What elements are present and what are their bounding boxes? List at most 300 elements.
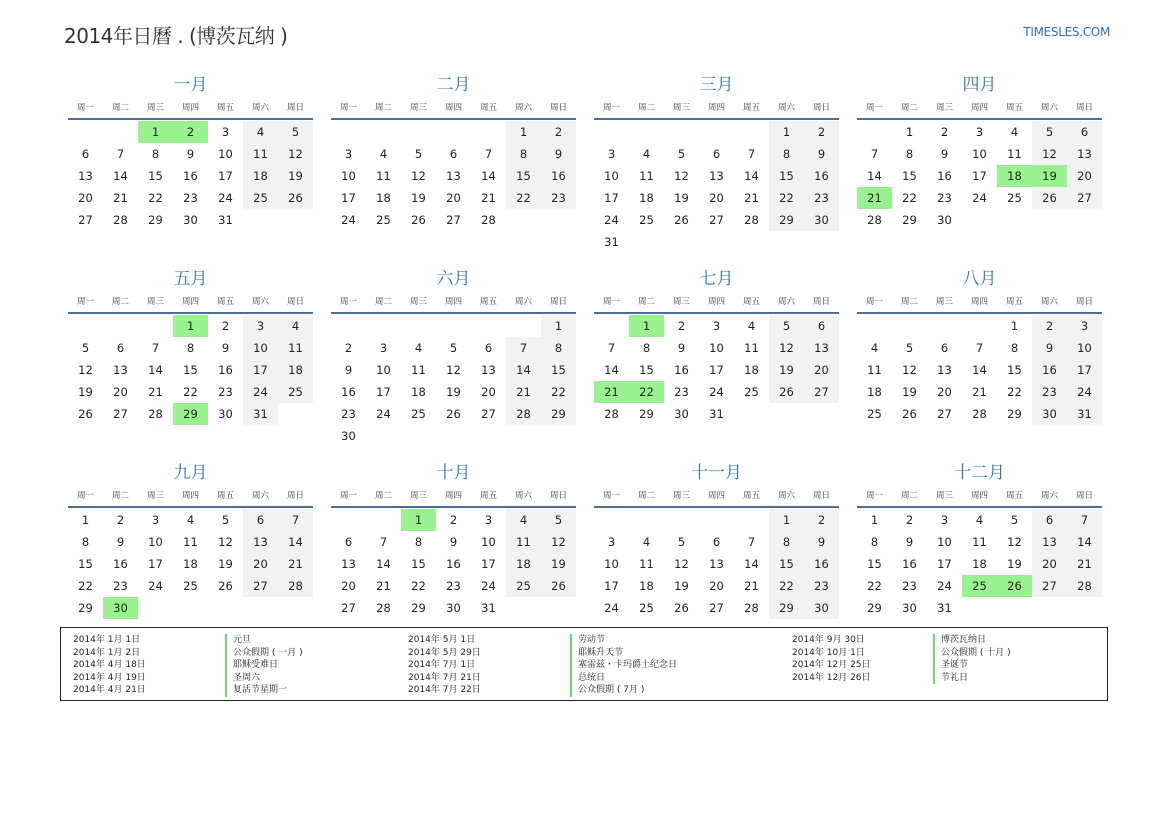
weekday-label: 周六 (1040, 103, 1058, 113)
day-cell: 13 (937, 363, 952, 377)
day-cell: 29 (639, 407, 654, 421)
day-cell: 2 (905, 513, 914, 527)
day-cell: 5 (278, 121, 313, 143)
day-cell: 17 (376, 385, 391, 399)
day-cell: 11 (243, 143, 278, 165)
day-cell: 2 (541, 121, 576, 143)
weekday-label: 周六 (1040, 491, 1058, 501)
day-cell: 15 (769, 165, 804, 187)
month-block (857, 72, 1102, 266)
day-cell: 5 (905, 341, 914, 355)
holiday-date: 2014年 1月 2日 (73, 647, 141, 658)
month-block (331, 266, 576, 460)
day-cell: 10 (972, 147, 987, 161)
day-cell: 6 (1067, 121, 1102, 143)
day-cell: 20 (446, 191, 461, 205)
day-cell: 12 (218, 535, 233, 549)
weekday-label: 周三 (146, 297, 164, 307)
month-name: 七月 (699, 269, 734, 289)
day-cell: 20 (113, 385, 128, 399)
day-cell: 5 (1032, 121, 1067, 143)
day-cell: 31 (218, 213, 233, 227)
day-cell: 9 (804, 143, 839, 165)
weekday-label: 周五 (216, 103, 234, 113)
day-grid (331, 509, 576, 619)
holiday-name: 公众假期 ( 一月 ) (225, 647, 303, 660)
day-cell: 16 (1032, 359, 1067, 381)
day-cell: 13 (1032, 531, 1067, 553)
day-cell: 28 (148, 407, 163, 421)
day-cell: 7 (484, 147, 493, 161)
weekday-label: 周六 (777, 103, 795, 113)
day-cell: 15 (506, 165, 541, 187)
day-cell: 2 (221, 319, 230, 333)
day-cell: 16 (804, 165, 839, 187)
empty-cell (664, 121, 699, 143)
holiday-day-cell: 25 (962, 575, 997, 597)
day-cell: 5 (769, 315, 804, 337)
holiday-date: 2014年 5月 1日 (408, 635, 476, 645)
day-cell: 9 (905, 535, 914, 549)
weekday-label: 周一 (339, 491, 357, 501)
empty-cell (68, 121, 103, 143)
day-cell: 17 (481, 557, 496, 571)
day-cell: 26 (1032, 187, 1067, 209)
day-cell: 15 (411, 557, 426, 571)
weekday-label: 周一 (76, 103, 94, 113)
day-cell: 19 (769, 359, 804, 381)
empty-cell (401, 121, 436, 143)
day-cell: 27 (709, 601, 724, 615)
month-name: 四月 (962, 75, 997, 95)
day-cell: 13 (446, 169, 461, 183)
day-cell: 13 (709, 557, 724, 571)
day-cell: 29 (148, 213, 163, 227)
day-cell: 13 (804, 337, 839, 359)
day-cell: 23 (446, 579, 461, 593)
empty-cell (436, 315, 471, 337)
day-cell: 26 (674, 601, 689, 615)
day-cell: 24 (376, 407, 391, 421)
day-cell: 20 (243, 553, 278, 575)
day-cell: 21 (481, 191, 496, 205)
day-cell: 15 (148, 169, 163, 183)
day-grid (857, 121, 1102, 231)
day-cell: 22 (867, 579, 882, 593)
day-cell: 12 (674, 557, 689, 571)
day-cell: 5 (541, 509, 576, 531)
weekday-label: 周五 (479, 491, 497, 501)
month-block (331, 72, 576, 266)
day-cell: 17 (148, 557, 163, 571)
weekday-label: 周二 (374, 103, 392, 113)
holiday-date: 2014年 4月 18日 (73, 660, 146, 671)
day-cell: 31 (481, 601, 496, 615)
day-cell: 11 (867, 363, 882, 377)
day-cell: 27 (78, 213, 93, 227)
weekday-label: 周二 (111, 297, 129, 307)
holiday-name: 圣诞节 (933, 659, 1011, 672)
day-cell: 18 (972, 557, 987, 571)
day-cell: 26 (446, 407, 461, 421)
holiday-name: 博茨瓦纳日 (933, 634, 1011, 647)
day-cell: 31 (604, 235, 619, 249)
day-cell: 20 (1067, 165, 1102, 187)
day-cell: 9 (1032, 337, 1067, 359)
month-name: 十二月 (954, 463, 1005, 483)
month-block (594, 460, 839, 654)
day-cell: 25 (411, 407, 426, 421)
holiday-date: 2014年 12月 25日 (792, 660, 871, 671)
day-cell: 8 (769, 143, 804, 165)
weekday-label: 周一 (339, 103, 357, 113)
holiday-day-cell: 19 (1032, 165, 1067, 187)
day-cell: 22 (541, 381, 576, 403)
day-cell: 22 (78, 579, 93, 593)
empty-cell (927, 315, 962, 337)
weekday-header (594, 98, 839, 120)
day-cell: 8 (642, 341, 651, 355)
day-cell: 3 (151, 513, 160, 527)
day-cell: 4 (870, 341, 879, 355)
day-cell: 14 (148, 363, 163, 377)
holiday-name: 劳动节 (570, 634, 677, 647)
day-cell: 18 (376, 191, 391, 205)
day-cell: 26 (674, 213, 689, 227)
day-cell: 8 (769, 531, 804, 553)
empty-cell (471, 121, 506, 143)
day-cell: 11 (972, 535, 987, 549)
day-cell: 7 (607, 341, 616, 355)
empty-cell (594, 315, 629, 337)
day-cell: 1 (541, 315, 576, 337)
day-cell: 25 (639, 601, 654, 615)
weekday-label: 周三 (146, 491, 164, 501)
day-cell: 18 (744, 363, 759, 377)
day-cell: 17 (341, 191, 356, 205)
day-cell: 7 (379, 535, 388, 549)
day-cell: 24 (709, 385, 724, 399)
day-cell: 16 (674, 363, 689, 377)
day-cell: 1 (506, 121, 541, 143)
day-cell: 29 (902, 213, 917, 227)
holiday-date-column (408, 634, 481, 697)
weekday-label: 周二 (374, 297, 392, 307)
weekday-label: 周日 (812, 103, 830, 113)
day-cell: 4 (278, 315, 313, 337)
weekday-label: 周五 (216, 297, 234, 307)
holiday-date-column (792, 634, 871, 684)
month-block (594, 72, 839, 266)
day-cell: 2 (449, 513, 458, 527)
day-cell: 11 (1007, 147, 1022, 161)
day-cell: 21 (744, 579, 759, 593)
day-cell: 27 (937, 407, 952, 421)
day-cell: 23 (674, 385, 689, 399)
day-cell: 6 (1032, 509, 1067, 531)
day-cell: 3 (975, 125, 984, 139)
holiday-day-cell: 21 (857, 187, 892, 209)
day-cell: 2 (804, 121, 839, 143)
day-cell: 12 (674, 169, 689, 183)
day-cell: 30 (937, 213, 952, 227)
day-cell: 21 (506, 381, 541, 403)
day-cell: 14 (278, 531, 313, 553)
weekday-label: 周日 (286, 491, 304, 501)
day-cell: 1 (81, 513, 90, 527)
weekday-label: 周四 (444, 103, 462, 113)
day-cell: 4 (642, 535, 651, 549)
empty-cell (366, 509, 401, 531)
day-cell: 26 (541, 575, 576, 597)
holiday-date: 2014年 7月 21日 (408, 672, 481, 683)
day-grid (857, 315, 1102, 425)
empty-cell (699, 509, 734, 531)
day-cell: 5 (221, 513, 230, 527)
weekday-label: 周四 (444, 491, 462, 501)
day-cell: 25 (243, 187, 278, 209)
day-cell: 28 (376, 601, 391, 615)
day-cell: 26 (769, 381, 804, 403)
day-cell: 12 (278, 143, 313, 165)
day-cell: 15 (902, 169, 917, 183)
day-cell: 6 (712, 147, 721, 161)
weekday-label: 周二 (637, 103, 655, 113)
empty-cell (962, 315, 997, 337)
holiday-name: 塞雷兹・卡玛爵士纪念日 (570, 659, 677, 672)
day-cell: 27 (804, 381, 839, 403)
day-grid (594, 121, 839, 253)
day-cell: 16 (902, 557, 917, 571)
day-cell: 7 (506, 337, 541, 359)
weekday-header (857, 486, 1102, 508)
empty-cell (699, 121, 734, 143)
day-cell: 10 (218, 147, 233, 161)
day-cell: 20 (341, 579, 356, 593)
day-cell: 30 (804, 209, 839, 231)
day-grid (857, 509, 1102, 619)
empty-cell (401, 315, 436, 337)
day-cell: 28 (1067, 575, 1102, 597)
day-cell: 14 (744, 557, 759, 571)
day-cell: 24 (148, 579, 163, 593)
day-cell: 14 (604, 363, 619, 377)
holiday-day-cell: 22 (629, 381, 664, 403)
day-cell: 28 (972, 407, 987, 421)
day-cell: 16 (218, 363, 233, 377)
holiday-date: 2014年 7月 1日 (408, 660, 476, 671)
weekday-label: 周四 (707, 297, 725, 307)
day-cell: 8 (541, 337, 576, 359)
holiday-day-cell: 2 (173, 121, 208, 143)
holiday-day-cell: 29 (173, 403, 208, 425)
day-cell: 7 (747, 535, 756, 549)
site-link[interactable]: TIMESLES.COM (1023, 25, 1110, 39)
day-cell: 11 (376, 169, 391, 183)
month-name: 十月 (436, 463, 471, 483)
weekday-label: 周四 (181, 297, 199, 307)
day-cell: 17 (972, 169, 987, 183)
empty-cell (366, 121, 401, 143)
weekday-label: 周三 (672, 103, 690, 113)
day-cell: 23 (937, 191, 952, 205)
holiday-day-cell: 1 (401, 509, 436, 531)
weekday-label: 周五 (1005, 103, 1023, 113)
month-name: 九月 (173, 463, 208, 483)
month-name: 三月 (699, 75, 734, 95)
day-cell: 4 (975, 513, 984, 527)
day-cell: 8 (151, 147, 160, 161)
weekday-label: 周五 (742, 491, 760, 501)
day-cell: 7 (975, 341, 984, 355)
day-cell: 15 (183, 363, 198, 377)
day-cell: 10 (937, 535, 952, 549)
day-cell: 20 (1032, 553, 1067, 575)
day-cell: 17 (1067, 359, 1102, 381)
weekday-label: 周二 (111, 103, 129, 113)
weekday-label: 周日 (286, 103, 304, 113)
day-cell: 7 (278, 509, 313, 531)
day-cell: 4 (506, 509, 541, 531)
day-cell: 13 (341, 557, 356, 571)
day-cell: 22 (183, 385, 198, 399)
day-cell: 19 (674, 191, 689, 205)
weekday-label: 周四 (970, 103, 988, 113)
month-name: 一月 (173, 75, 208, 95)
day-cell: 15 (1007, 363, 1022, 377)
weekday-label: 周一 (602, 103, 620, 113)
day-cell: 1 (1010, 319, 1019, 333)
day-cell: 3 (379, 341, 388, 355)
day-cell: 21 (744, 191, 759, 205)
day-cell: 10 (1067, 337, 1102, 359)
day-cell: 3 (607, 535, 616, 549)
weekday-label: 周五 (742, 297, 760, 307)
day-cell: 8 (1010, 341, 1019, 355)
day-cell: 13 (481, 363, 496, 377)
weekday-header (68, 486, 313, 508)
day-cell: 9 (677, 341, 686, 355)
day-cell: 1 (769, 121, 804, 143)
day-cell: 17 (243, 359, 278, 381)
holiday-date: 2014年 4月 19日 (73, 672, 146, 683)
month-name: 六月 (436, 269, 471, 289)
holiday-name: 复活节星期一 (225, 684, 303, 697)
day-cell: 29 (867, 601, 882, 615)
day-cell: 6 (81, 147, 90, 161)
day-cell: 27 (709, 213, 724, 227)
day-cell: 18 (278, 359, 313, 381)
day-cell: 30 (446, 601, 461, 615)
empty-cell (734, 509, 769, 531)
day-cell: 20 (481, 385, 496, 399)
weekday-label: 周日 (286, 297, 304, 307)
holiday-date: 2014年 5月 29日 (408, 647, 481, 658)
day-cell: 25 (744, 385, 759, 399)
day-cell: 6 (940, 341, 949, 355)
day-cell: 29 (769, 209, 804, 231)
empty-cell (331, 315, 366, 337)
day-cell: 6 (116, 341, 125, 355)
weekday-label: 周六 (251, 491, 269, 501)
holiday-name: 圣周六 (225, 672, 303, 685)
empty-cell (138, 315, 173, 337)
weekday-label: 周四 (707, 103, 725, 113)
day-cell: 28 (744, 601, 759, 615)
holiday-date: 2014年 9月 30日 (792, 635, 865, 645)
empty-cell (471, 315, 506, 337)
month-block (68, 460, 313, 654)
weekday-label: 周一 (76, 491, 94, 501)
weekday-label: 周日 (549, 491, 567, 501)
day-cell: 17 (937, 557, 952, 571)
day-cell: 29 (411, 601, 426, 615)
month-name: 二月 (436, 75, 471, 95)
empty-cell (734, 121, 769, 143)
day-cell: 19 (278, 165, 313, 187)
day-cell: 6 (804, 315, 839, 337)
day-cell: 16 (446, 557, 461, 571)
holiday-name: 公众假期 ( 7月 ) (570, 684, 677, 697)
holiday-name: 元旦 (225, 634, 303, 647)
day-cell: 13 (709, 169, 724, 183)
weekday-label: 周三 (409, 103, 427, 113)
day-cell: 28 (481, 213, 496, 227)
day-cell: 12 (541, 531, 576, 553)
day-cell: 19 (1007, 557, 1022, 571)
day-cell: 18 (867, 385, 882, 399)
day-cell: 16 (541, 165, 576, 187)
day-cell: 31 (937, 601, 952, 615)
weekday-label: 周六 (1040, 297, 1058, 307)
holiday-name-column (225, 634, 303, 697)
day-cell: 28 (867, 213, 882, 227)
day-cell: 28 (506, 403, 541, 425)
day-cell: 14 (506, 359, 541, 381)
weekday-label: 周二 (111, 491, 129, 501)
day-cell: 14 (744, 169, 759, 183)
day-cell: 2 (344, 341, 353, 355)
weekday-header (331, 292, 576, 314)
day-cell: 22 (1007, 385, 1022, 399)
day-cell: 19 (446, 385, 461, 399)
day-cell: 25 (506, 575, 541, 597)
weekday-header (594, 292, 839, 314)
day-cell: 29 (78, 601, 93, 615)
day-cell: 5 (414, 147, 423, 161)
empty-cell (103, 315, 138, 337)
weekday-label: 周四 (970, 297, 988, 307)
day-cell: 2 (940, 125, 949, 139)
day-cell: 13 (243, 531, 278, 553)
weekday-label: 周二 (637, 491, 655, 501)
day-cell: 6 (484, 341, 493, 355)
day-cell: 24 (604, 601, 619, 615)
day-cell: 3 (243, 315, 278, 337)
weekday-label: 周六 (251, 103, 269, 113)
weekday-label: 周六 (514, 103, 532, 113)
holiday-name-column (933, 634, 1011, 684)
day-cell: 11 (744, 341, 759, 355)
holiday-day-cell: 1 (629, 315, 664, 337)
day-cell: 15 (867, 557, 882, 571)
day-cell: 8 (186, 341, 195, 355)
day-cell: 7 (151, 341, 160, 355)
weekday-label: 周二 (374, 491, 392, 501)
holiday-day-cell: 18 (997, 165, 1032, 187)
day-cell: 21 (113, 191, 128, 205)
day-cell: 25 (1007, 191, 1022, 205)
